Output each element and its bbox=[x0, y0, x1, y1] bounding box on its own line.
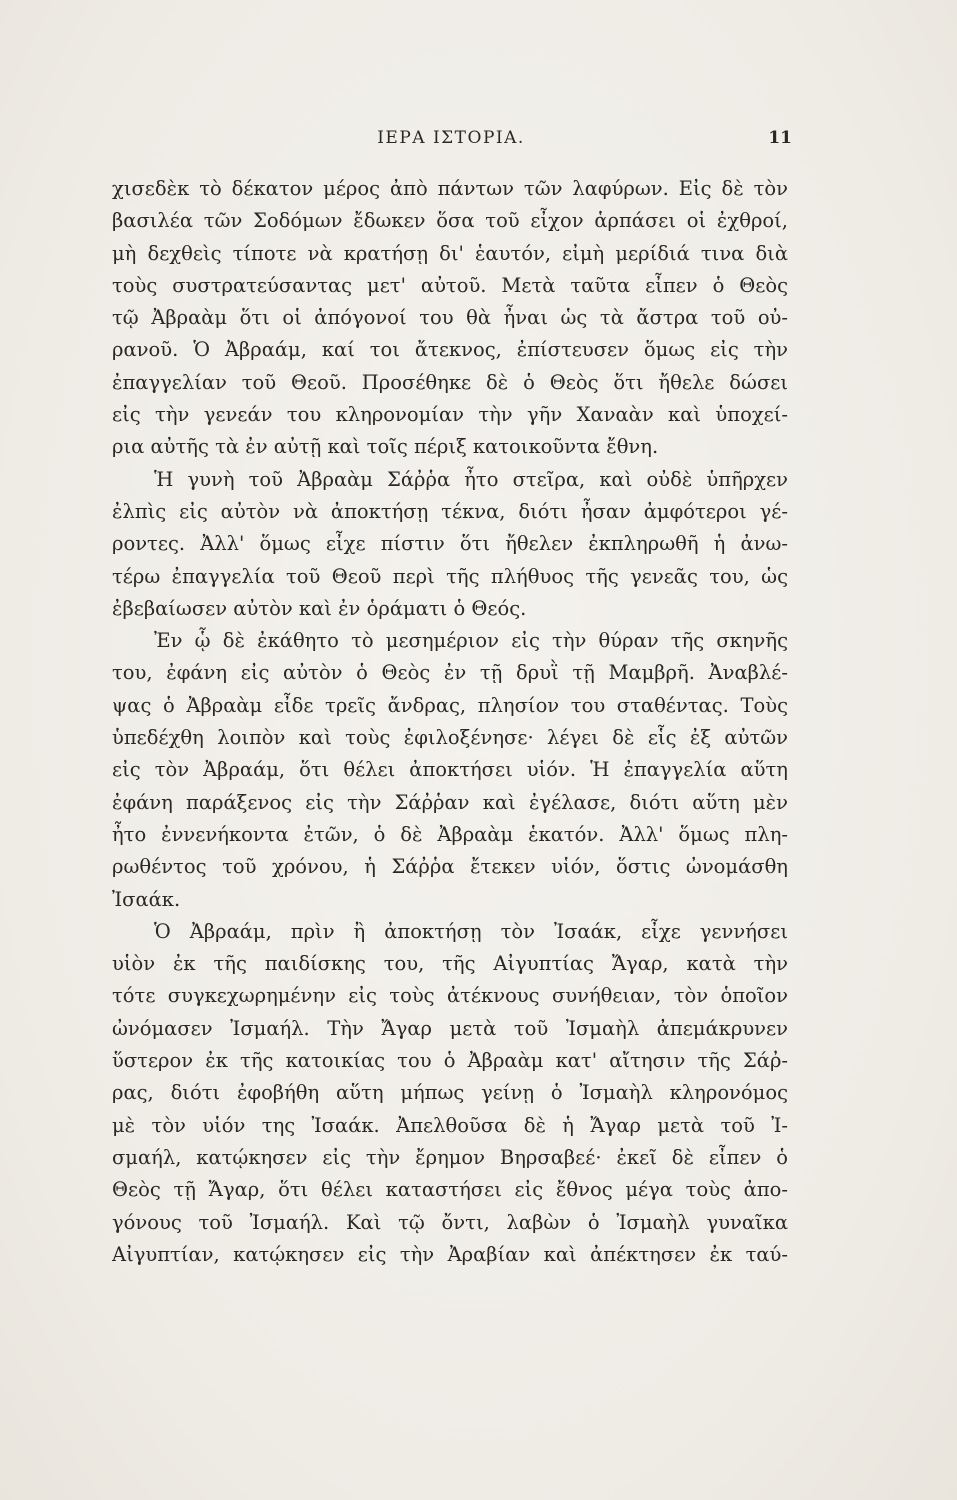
text-line: ἐφάνη παράξενος εἰς τὴν Σάῤῥαν καὶ ἐγέλασε, διότι αὕτη μὲν bbox=[112, 790, 788, 814]
text-line: μὴ δεχθεὶς τίποτε νὰ κρατήσῃ δι' ἑαυτόν, εἰμὴ μερίδιά τινα διὰ bbox=[112, 241, 788, 265]
text-line: εἰς τὴν γενεάν του κληρονομίαν τὴν γῆν Χαναὰν καὶ ὑποχεί- bbox=[112, 403, 788, 427]
text-line: ὑπεδέχθη λοιπὸν καὶ τοὺς ἐφιλοξένησε· λέγει δὲ εἷς ἐξ αὐτῶν bbox=[112, 726, 788, 750]
text-line: ἦτο ἐννενήκοντα ἐτῶν, ὁ δὲ Ἀβραὰμ ἑκατόν. Ἀλλ' ὅμως πλη- bbox=[112, 822, 788, 846]
text-line: Ἐν ᾧ δὲ ἐκάθητο τὸ μεσημέριον εἰς τὴν θύραν τῆς σκηνῆς bbox=[154, 629, 788, 653]
text-line: ὠνόμασεν Ἰσμαήλ. Τὴν Ἄγαρ μετὰ τοῦ Ἰσμαὴλ ἀπεμάκρυνεν bbox=[112, 1016, 788, 1040]
text-line: εἰς τὸν Ἀβραάμ, ὅτι θέλει ἀποκτήσει υἱόν. Ἡ ἐπαγγελία αὕτη bbox=[112, 758, 788, 782]
text-line: Αἰγυπτίαν, κατῴκησεν εἰς τὴν Ἀραβίαν καὶ ἀπέκτησεν ἐκ ταύ- bbox=[112, 1242, 788, 1266]
text-line: ρωθέντος τοῦ χρόνου, ἡ Σάῤῥα ἔτεκεν υἱόν, ὅστις ὠνομάσθη bbox=[112, 855, 788, 879]
page-number: 11 bbox=[768, 128, 792, 148]
text-line: χισεδὲκ τὸ δέκατον μέρος ἀπὸ πάντων τῶν λαφύρων. Εἰς δὲ τὸν bbox=[112, 177, 788, 200]
text-line: μὲ τὸν υἱόν της Ἰσαάκ. Ἀπελθοῦσα δὲ ἡ Ἄγαρ μετὰ τοῦ Ἰ- bbox=[112, 1113, 788, 1137]
text-line: ἐβεβαίωσεν αὐτὸν καὶ ἐν ὁράματι ὁ Θεός. bbox=[112, 596, 527, 620]
body-text bbox=[112, 173, 788, 1271]
text-line: Ἰσαάκ. bbox=[112, 887, 181, 911]
text-line: τότε συγκεχωρημένην εἰς τοὺς ἀτέκνους συνήθειαν, τὸν ὁποῖον bbox=[112, 984, 788, 1008]
text-line: Ὁ Ἀβραάμ, πρὶν ἢ ἀποκτήσῃ τὸν Ἰσαάκ, εἶχε γεννήσει bbox=[154, 919, 788, 943]
text-line: γόνους τοῦ Ἰσμαήλ. Καὶ τῷ ὄντι, λαβὼν ὁ Ἰσμαὴλ γυναῖκα bbox=[112, 1210, 788, 1234]
text-line: ἐπαγγελίαν τοῦ Θεοῦ. Προσέθηκε δὲ ὁ Θεὸς ὅτι ἤθελε δώσει bbox=[112, 370, 788, 394]
text-line: ρας, διότι ἐφοβήθη αὕτη μήπως γείνῃ ὁ Ἰσμαὴλ κληρονόμος bbox=[112, 1081, 788, 1105]
text-line: υἱὸν ἐκ τῆς παιδίσκης του, τῆς Αἰγυπτίας Ἄγαρ, κατὰ τὴν bbox=[112, 952, 788, 976]
text-line: βασιλέα τῶν Σοδόμων ἔδωκεν ὅσα τοῦ εἶχον ἁρπάσει οἱ ἐχθροί, bbox=[112, 209, 788, 233]
text-line: του, ἐφάνη εἰς αὐτὸν ὁ Θεὸς ἐν τῇ δρυῒ τῇ Μαμβρῆ. Ἀναβλέ- bbox=[112, 661, 788, 685]
text-line: ροντες. Ἀλλ' ὅμως εἶχε πίστιν ὅτι ἤθελεν ἐκπληρωθῆ ἡ ἀνω- bbox=[112, 532, 788, 556]
text-line: ψας ὁ Ἀβραὰμ εἶδε τρεῖς ἄνδρας, πλησίον του σταθέντας. Τοὺς bbox=[112, 693, 788, 717]
text-line: ὕστερον ἐκ τῆς κατοικίας του ὁ Ἀβραὰμ κατ' αἴτησιν τῆς Σάῤ- bbox=[112, 1049, 788, 1073]
text-line: τοὺς συστρατεύσαντας μετ' αὐτοῦ. Μετὰ ταῦτα εἶπεν ὁ Θεὸς bbox=[112, 273, 788, 297]
text-line: ρανοῦ. Ὁ Ἀβραάμ, καί τοι ἄτεκνος, ἐπίστευσεν ὅμως εἰς τὴν bbox=[112, 338, 788, 362]
text-line: Ἡ γυνὴ τοῦ Ἀβραὰμ Σάῤῥα ἦτο στεῖρα, καὶ οὐδὲ ὑπῆρχεν bbox=[154, 467, 788, 491]
page-header bbox=[110, 128, 792, 158]
text-line: σμαήλ, κατῴκησεν εἰς τὴν ἔρημον Βηρσαβεέ· ἐκεῖ δὲ εἶπεν ὁ bbox=[112, 1145, 788, 1169]
text-line: τέρω ἐπαγγελία τοῦ Θεοῦ περὶ τῆς πλήθυος τῆς γενεᾶς του, ὡς bbox=[112, 564, 788, 588]
text-line: τῷ Ἀβραὰμ ὅτι οἱ ἀπόγονοί του θὰ ἦναι ὡς τὰ ἄστρα τοῦ οὐ- bbox=[112, 306, 788, 330]
text-line: ἐλπὶς εἰς αὐτὸν νὰ ἀποκτήσῃ τέκνα, διότι ἦσαν ἀμφότεροι γέ- bbox=[112, 499, 788, 523]
text-line: Θεὸς τῇ Ἄγαρ, ὅτι θέλει καταστήσει εἰς ἔθνος μέγα τοὺς ἀπο- bbox=[112, 1178, 788, 1202]
text-line: ρια αὐτῆς τὰ ἐν αὐτῇ καὶ τοῖς πέριξ κατοικοῦντα ἔθνη. bbox=[112, 435, 659, 459]
running-title: ΙΕΡΑ ΙΣΤΟΡΙΑ. bbox=[377, 128, 525, 148]
